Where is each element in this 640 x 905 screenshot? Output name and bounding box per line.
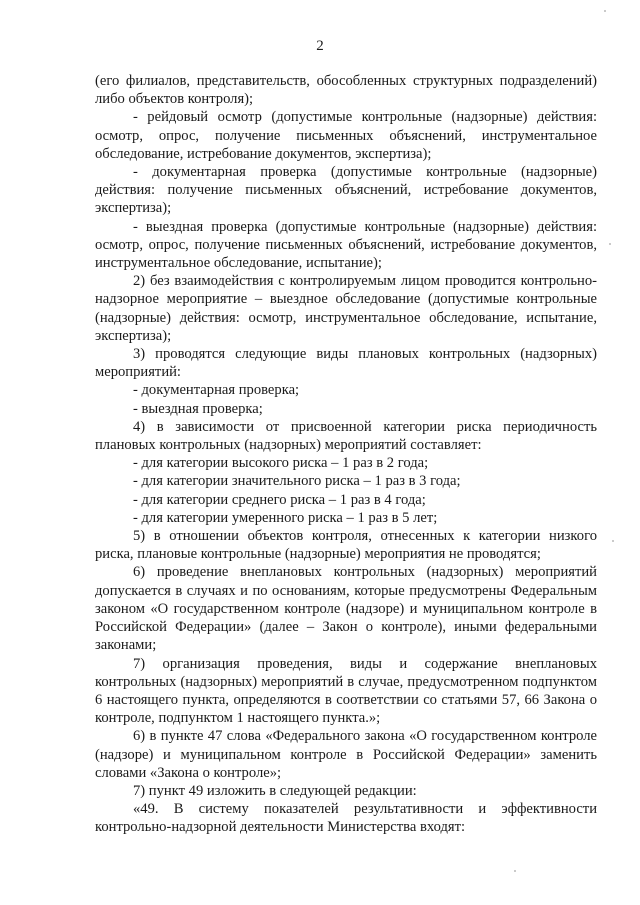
paragraph: 7) пункт 49 изложить в следующей редакции: [133,782,417,799]
scan-speck [514,870,516,872]
page-number: 2 [316,38,324,54]
paragraph: - для категории умеренного риска – 1 раз в 5 лет; [133,509,438,526]
scan-speck [612,540,614,542]
paragraph: 6) в пункте 47 слова «Федерального закона «О государственном контроле (надзоре) и муниципальном контроле в Российской Федерации» заменить словами «Закона о контроле»; [95,728,597,781]
paragraph: 5) в отношении объектов контроля, отнесенных к категории низкого риска, плановые контрольные (надзорные) мероприятия не проводятся; [95,528,597,563]
paragraph: «49. В систему показателей результативности и эффективности контрольно-надзорной деятельности Министерства входят: [95,801,597,836]
paragraph: - для категории среднего риска – 1 раз в 4 года; [133,491,426,508]
paragraph: - рейдовый осмотр (допустимые контрольные (надзорные) действия: осмотр, опрос, получение письменных объяснений, инструментальное обследование, истребование документов, экспертиза); [95,109,597,162]
paragraph: 7) организация проведения, виды и содержание внеплановых контрольных (надзорных) мероприятий в случае, предусмотренном подпунктом 6 настоящего пункта, определяются в соответствии со статьями 57, 66 Закона о контроле, подпунктом 1 настоящего пункта.»; [95,655,597,727]
paragraph: 2) без взаимодействия с контролируемым лицом проводится контрольно-надзорное мероприятие – выездное обследование (допустимые контрольные (надзорные) действия: осмотр, инструментальное обследование, испытание, экспертиза); [95,273,597,344]
paragraph: - выездная проверка (допустимые контрольные (надзорные) действия: осмотр, опрос, получение письменных объяснений, истребование документов, инструментальное обследование, испытание); [95,218,597,272]
paragraph: - для категории значительного риска – 1 раз в 3 года; [133,473,461,490]
paragraph: 4) в зависимости от присвоенной категории риска периодичность плановых контрольных (надзорных) мероприятий составляет: [95,418,597,454]
paragraph: - для категории высокого риска – 1 раз в 2 года; [133,455,429,472]
scan-speck [604,10,606,12]
paragraph: - документарная проверка (допустимые контрольные (надзорные) действия: получение письменных объяснений, истребование документов, экспертиза); [95,164,597,217]
document-body [95,72,597,837]
paragraph: - документарная проверка; [133,382,300,399]
paragraph: 3) проводятся следующие виды плановых контрольных (надзорных) мероприятий: [95,346,597,381]
scan-speck [609,243,611,245]
paragraph: - выездная проверка; [133,400,263,417]
paragraph: 6) проведение внеплановых контрольных (надзорных) мероприятий допускается в случаях и по основаниям, которые предусмотрены Федеральным законом «О государственном контроле (надзоре) и муниципальном контроле в Российской Федерации» (далее – Закон о контроле), иными федеральными законами; [95,564,597,654]
paragraph: (его филиалов, представительств, обособленных структурных подразделений) либо объектов контроля); [95,73,597,108]
